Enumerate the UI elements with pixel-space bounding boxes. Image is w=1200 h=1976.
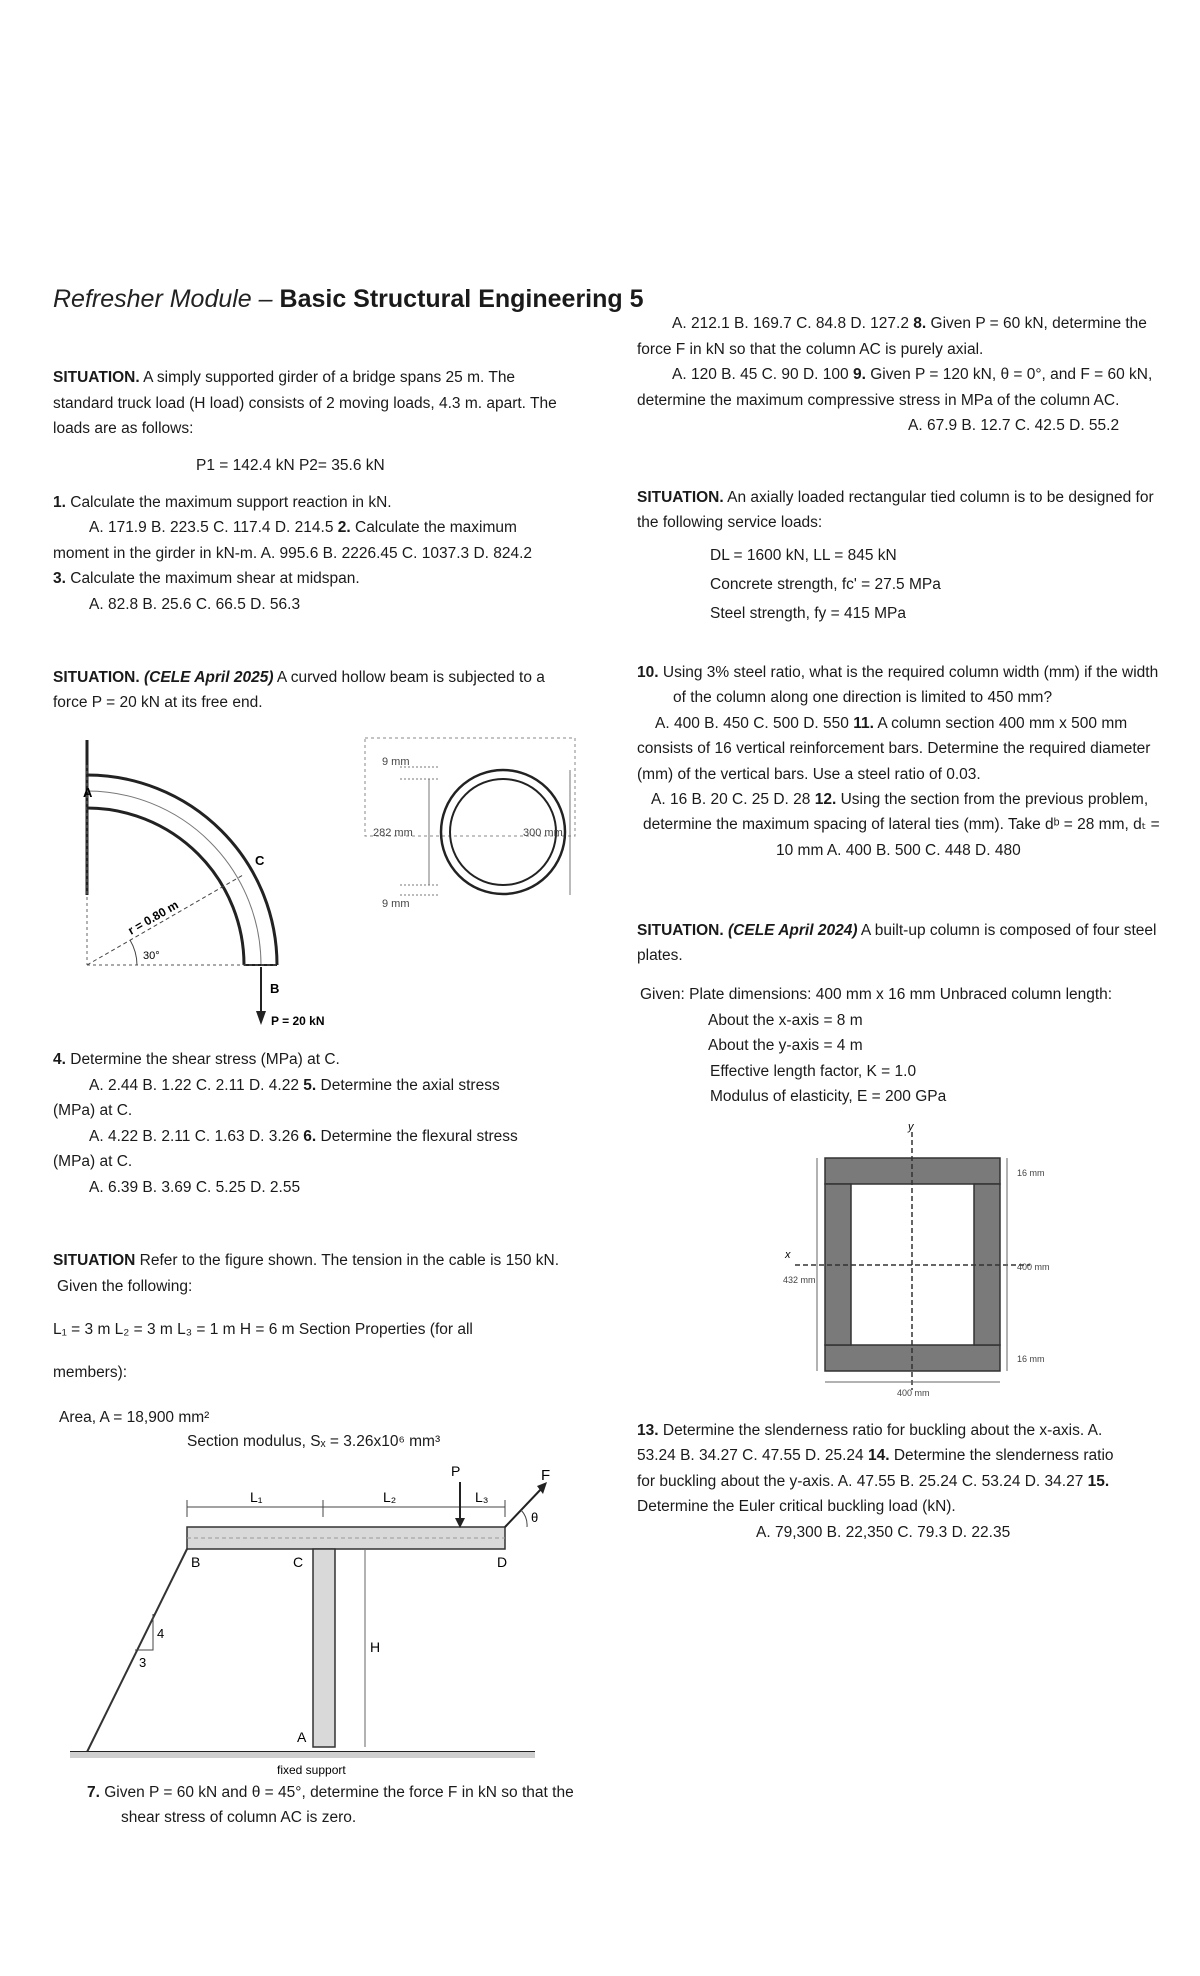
ground-hatch xyxy=(70,1752,535,1758)
q11-choices-q12: A. 16 B. 20 C. 25 D. 28 12. Using the section from the previous problem, xyxy=(651,791,1149,808)
s3-intro-line1: SITUATION Refer to the figure shown. The tension in the cable is 150 kN. xyxy=(53,1252,559,1269)
section-dim-box xyxy=(365,738,575,836)
q5-choices-q6: A. 4.22 B. 2.11 C. 1.63 D. 3.26 6. Determine the flexural stress xyxy=(89,1128,518,1145)
label-radius: r = 0.80 m xyxy=(125,897,181,938)
label-3: 3 xyxy=(139,1655,147,1670)
beam-bcd xyxy=(187,1527,505,1549)
label-d: D xyxy=(497,1554,508,1570)
column-ac xyxy=(313,1549,335,1747)
s3-area: Area, A = 18,900 mm² xyxy=(59,1409,210,1426)
q1: 1. Calculate the maximum support reaction in kN. xyxy=(53,494,392,511)
module-topic: Basic Structural Engineering 5 xyxy=(279,285,644,313)
s5-x-length: About the x-axis = 8 m xyxy=(708,1012,863,1029)
q10-cont: of the column along one direction is limited to 450 mm? xyxy=(673,689,1053,706)
label-angle: 30° xyxy=(143,950,160,962)
label-theta: θ xyxy=(531,1510,539,1525)
label-fixed-support: fixed support xyxy=(277,1763,346,1777)
s1-intro-line1: SITUATION. A simply supported girder of a bridge spans 25 m. The xyxy=(53,369,516,386)
s5-e: Modulus of elasticity, E = 200 GPa xyxy=(710,1088,947,1105)
q9-cont: determine the maximum compressive stress in MPa of the column AC. xyxy=(637,392,1120,409)
s4-steel: Steel strength, fy = 415 MPa xyxy=(710,605,907,622)
label-t2: 9 mm xyxy=(382,898,410,910)
label-l2: L₂ xyxy=(383,1489,397,1505)
q11-cont2: (mm) of the vertical bars. Use a steel ratio of 0.03. xyxy=(637,766,981,783)
s3-members: members): xyxy=(53,1364,128,1381)
label-4: 4 xyxy=(157,1626,165,1641)
label-16-bottom: 16 mm xyxy=(1017,1354,1045,1364)
q2-choices: moment in the girder in kN-m. A. 995.6 B. 2226.45 C. 1037.3 D. 824.2 xyxy=(53,545,533,562)
q13: 13. Determine the slenderness ratio for buckling about the x-axis. A. xyxy=(637,1422,1103,1439)
page-title xyxy=(53,282,644,316)
s4-intro-line2: the following service loads: xyxy=(637,514,823,531)
q6-cont: (MPa) at C. xyxy=(53,1153,133,1170)
beam-centerline xyxy=(87,791,261,965)
q11-cont: consists of 16 vertical reinforcement bars. Determine the required diameter xyxy=(637,740,1151,757)
label-y-axis: y xyxy=(908,1121,914,1133)
s5-intro-line1: SITUATION. (CELE April 2024) A built-up column is composed of four steel xyxy=(637,922,1157,939)
q5-cont: (MPa) at C. xyxy=(53,1102,133,1119)
label-b: B xyxy=(270,981,280,996)
label-l1: L₁ xyxy=(250,1489,263,1505)
q14-choices-q15: for buckling about the y-axis. A. 47.55 B. 25.24 C. 53.24 D. 34.27 15. xyxy=(637,1473,1110,1490)
q4: 4. Determine the shear stress (MPa) at C. xyxy=(53,1051,340,1068)
label-t1: 9 mm xyxy=(382,756,410,768)
s3-section-modulus: Section modulus, Sₓ = 3.26x10⁶ mm³ xyxy=(187,1433,441,1450)
label-l3: L₃ xyxy=(475,1489,489,1505)
theta-arc xyxy=(521,1510,527,1527)
label-c: C xyxy=(255,853,265,868)
s3-intro-line2: Given the following: xyxy=(57,1278,193,1295)
s5-y-length: About the y-axis = 4 m xyxy=(708,1037,863,1054)
label-b: B xyxy=(191,1554,201,1570)
s5-k: Effective length factor, K = 1.0 xyxy=(710,1063,917,1080)
q8-cont: force F in kN so that the column AC is purely axial. xyxy=(637,341,984,358)
q12-choices: 10 mm A. 400 B. 500 C. 448 D. 480 xyxy=(776,842,1021,859)
q6-choices: A. 6.39 B. 3.69 C. 5.25 D. 2.55 xyxy=(89,1179,301,1196)
s1-loads: P1 = 142.4 kN P2= 35.6 kN xyxy=(196,457,385,474)
label-p: P xyxy=(451,1463,461,1479)
q9-choices: A. 67.9 B. 12.7 C. 42.5 D. 55.2 xyxy=(908,417,1120,434)
q7: 7. Given P = 60 kN and θ = 45°, determine the force F in kN so that the xyxy=(87,1784,574,1801)
q10-choices-q11: A. 400 B. 450 C. 500 D. 550 11. A column section 400 mm x 500 mm xyxy=(655,715,1128,732)
q8-choices-q9: A. 120 B. 45 C. 90 D. 100 9. Given P = 120 kN, θ = 0°, and F = 60 kN, xyxy=(672,366,1153,383)
q15: Determine the Euler critical buckling load (kN). xyxy=(637,1498,956,1515)
q1-choices-q2: A. 171.9 B. 223.5 C. 117.4 D. 214.5 2. Calculate the maximum xyxy=(89,519,517,536)
q15-choices: A. 79,300 B. 22,350 C. 79.3 D. 22.35 xyxy=(756,1524,1011,1541)
q7-cont: shear stress of column AC is zero. xyxy=(121,1809,357,1826)
label-p: P = 20 kN xyxy=(271,1014,325,1028)
label-a: A xyxy=(297,1729,307,1745)
label-f: F xyxy=(541,1467,551,1484)
label-h: H xyxy=(370,1639,381,1655)
curved-beam-figure xyxy=(55,735,580,1035)
force-p-arrowhead xyxy=(256,1011,266,1025)
label-16-top: 16 mm xyxy=(1017,1168,1045,1178)
q10: 10. Using 3% steel ratio, what is the required column width (mm) if the width xyxy=(637,664,1159,681)
module-label: Refresher Module – xyxy=(53,285,280,313)
label-432: 432 mm xyxy=(783,1275,816,1285)
angle-arc xyxy=(130,940,137,965)
radius-line xyxy=(87,875,243,965)
label-a: A xyxy=(83,785,93,800)
q4-choices-q5: A. 2.44 B. 1.22 C. 2.11 D. 4.22 5. Determine the axial stress xyxy=(89,1077,500,1094)
s3-lengths: L₁ = 3 m L₂ = 3 m L₃ = 1 m H = 6 m Section Properties (for all xyxy=(53,1321,473,1338)
s2-intro-line1: SITUATION. (CELE April 2025) A curved hollow beam is subjected to a xyxy=(53,669,545,686)
built-up-section-figure xyxy=(775,1120,1080,1420)
label-x-axis: x xyxy=(785,1249,791,1261)
slope-triangle xyxy=(135,1614,153,1650)
s5-intro-line2: plates. xyxy=(637,947,683,964)
q7-choices-q8: A. 212.1 B. 169.7 C. 84.8 D. 127.2 8. Given P = 60 kN, determine the xyxy=(672,315,1147,332)
label-282: 282 mm xyxy=(373,827,413,839)
s1-intro-line2: standard truck load (H load) consists of 2 moving loads, 4.3 m. apart. The xyxy=(53,395,557,412)
label-c: C xyxy=(293,1554,304,1570)
frame-figure xyxy=(65,1462,585,1777)
s1-intro-line3: loads are as follows: xyxy=(53,420,194,437)
q3-choices: A. 82.8 B. 25.6 C. 66.5 D. 56.3 xyxy=(89,596,301,613)
q12-cont: determine the maximum spacing of lateral ties (mm). Take dᵇ = 28 mm, dₜ = xyxy=(643,816,1160,833)
s4-loads: DL = 1600 kN, LL = 845 kN xyxy=(710,547,897,564)
s5-given: Given: Plate dimensions: 400 mm x 16 mm Unbraced column length: xyxy=(640,986,1113,1003)
label-300: 300 mm xyxy=(523,827,563,839)
s4-concrete: Concrete strength, fc' = 27.5 MPa xyxy=(710,576,941,593)
s2-intro-line2: force P = 20 kN at its free end. xyxy=(53,694,263,711)
label-400-inner: 400 mm xyxy=(1017,1262,1050,1272)
q3: 3. Calculate the maximum shear at midspan. xyxy=(53,570,360,587)
s4-intro-line1: SITUATION. An axially loaded rectangular tied column is to be designed for xyxy=(637,489,1154,506)
q13-choices-q14: 53.24 B. 34.27 C. 47.55 D. 25.24 14. Determine the slenderness ratio xyxy=(637,1447,1114,1464)
label-400-width: 400 mm xyxy=(897,1388,930,1398)
beam-outer-edge xyxy=(87,775,277,965)
